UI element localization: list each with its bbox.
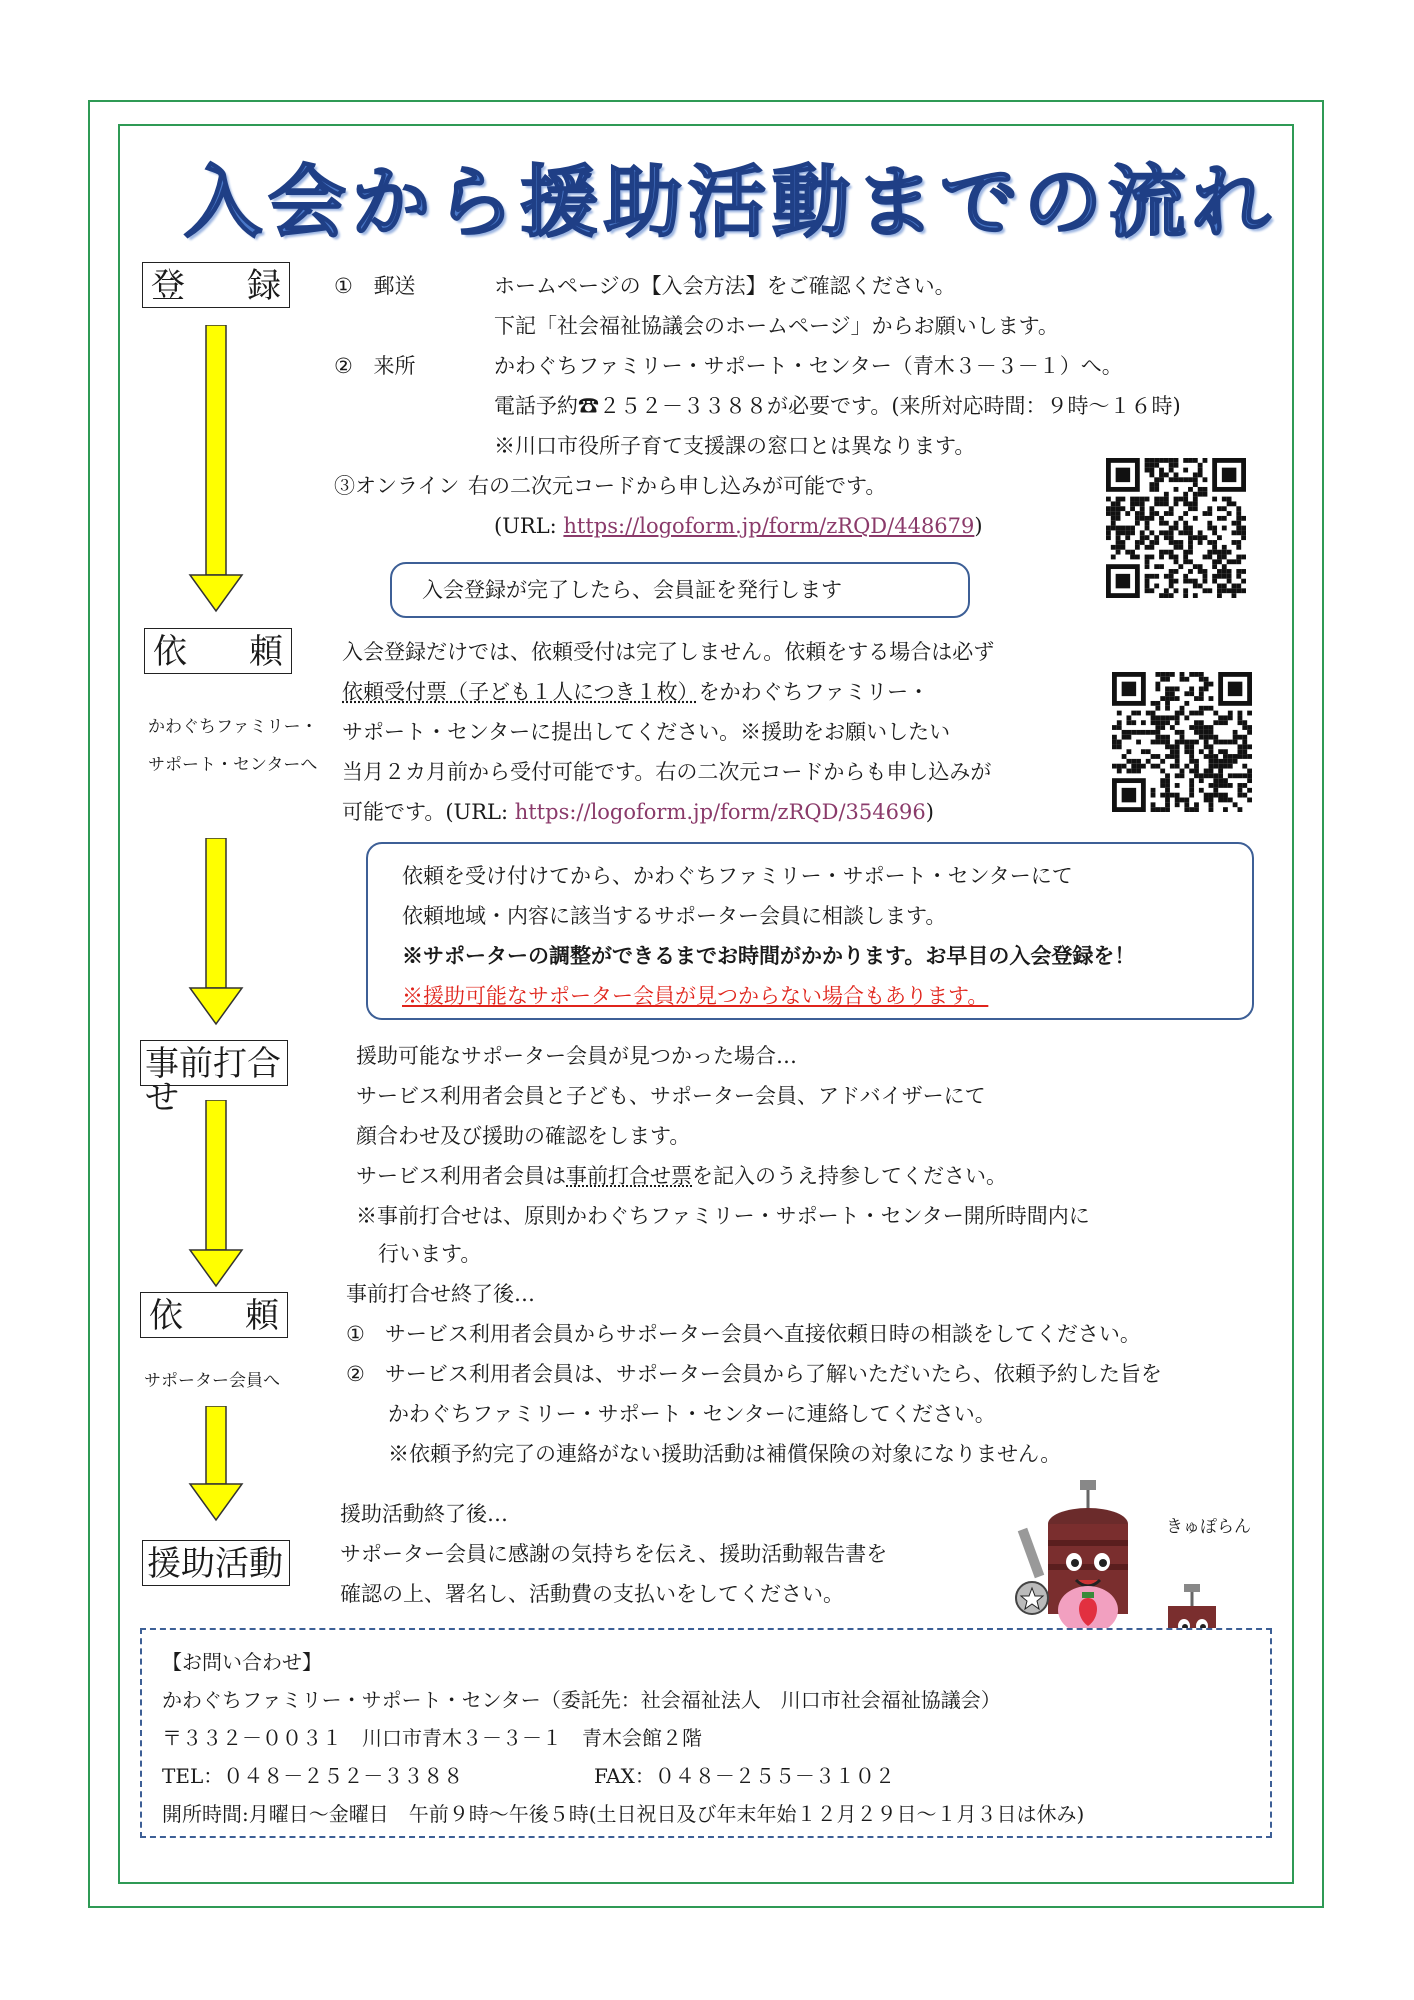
request-line4: 当月２カ月前から受付可能です。右の二次元コードからも申し込みが	[342, 760, 992, 784]
step-pre-meeting: 事前打合せ	[140, 1040, 288, 1086]
request2-item2-line2: かわぐちファミリー・サポート・センターに連絡してください。	[388, 1402, 996, 1426]
pre-meeting-line5: ※事前打合せは、原則かわぐちファミリー・サポート・センター開所時間内に	[356, 1204, 1090, 1228]
pre-meeting-line4: サービス利用者会員は事前打合せ票を記入のうえ持参してください。	[356, 1164, 1007, 1188]
registration-url-link[interactable]: https://logoform.jp/form/zRQD/448679	[563, 514, 975, 538]
step-registration: 登 録	[142, 262, 290, 308]
contact-tel: TEL：０４８－２５２－３３８８	[162, 1764, 464, 1788]
request2-line1: 事前打合せ終了後…	[346, 1282, 535, 1306]
online-line1: ③オンライン 右の二次元コードから申し込みが可能です。	[334, 474, 887, 498]
contact-address: 〒３３２－００３１ 川口市青木３－３－１ 青木会館２階	[162, 1726, 702, 1750]
online-url-line: (URL: https://logoform.jp/form/zRQD/448679)	[494, 514, 983, 538]
down-arrow-icon	[186, 1100, 246, 1290]
support-line1: 援助活動終了後…	[340, 1502, 508, 1526]
contact-hours: 開所時間:月曜日～金曜日 午前９時～午後５時(土日祝日及び年末年始１２月２９日～１月３日は休み)	[162, 1802, 1085, 1826]
support-line2: サポーター会員に感謝の気持ちを伝え、援助活動報告書を	[340, 1542, 888, 1566]
support-line3: 確認の上、署名し、活動費の支払いをしてください。	[340, 1582, 844, 1606]
visit-line3: ※川口市役所子育て支援課の窓口とは異なります。	[494, 434, 976, 458]
mascot-name: きゅぽらん	[1166, 1517, 1251, 1537]
down-arrow-icon	[186, 838, 246, 1028]
down-arrow-icon	[186, 325, 246, 615]
request-qr-code[interactable]	[1112, 672, 1252, 812]
contact-box	[140, 1628, 1272, 1838]
request2-item2: ② サービス利用者会員は、サポーター会員から了解いただいたら、依頼予約した旨を	[346, 1362, 1162, 1386]
step-request-supporter: 依 頼	[140, 1292, 288, 1338]
request-line2: 依頼受付票（子ども１人につき１枚）をかわぐちファミリー・	[342, 680, 930, 704]
request-line5: 可能です。(URL: https://logoform.jp/form/zRQD/354696)	[342, 800, 934, 824]
registration-qr-code[interactable]	[1106, 458, 1246, 598]
page-title: 入会から援助活動までの流れ	[183, 157, 1276, 248]
request-url-link[interactable]: https://logoform.jp/form/zRQD/354696	[514, 800, 926, 824]
visit-line1: ② 来所 かわぐちファミリー・サポート・センター（青木３－３－１）へ。	[334, 354, 1123, 378]
pre-meeting-line6: 行います。	[378, 1242, 482, 1266]
member-card-note-box: 入会登録が完了したら、会員証を発行します	[390, 562, 970, 618]
step-request-center-sub2: サポート・センターへ	[148, 755, 318, 775]
step-request-center: 依 頼	[144, 628, 292, 674]
step-request-center-sub1: かわぐちファミリー・	[148, 717, 318, 737]
pre-meeting-line3: 顔合わせ及び援助の確認をします。	[356, 1124, 691, 1148]
contact-heading: 【お問い合わせ】	[162, 1650, 322, 1674]
mail-line2: 下記「社会福祉協議会のホームページ」からお願いします。	[494, 314, 1059, 338]
mail-line1: ① 郵送 ホームページの【入会方法】をご確認ください。	[334, 274, 956, 298]
step-support-activity: 援助活動	[142, 1540, 290, 1586]
request-line1: 入会登録だけでは、依頼受付は完了しません。依頼をする場合は必ず	[342, 640, 995, 664]
contact-fax: FAX：０４８－２５５－３１０２	[594, 1764, 895, 1788]
visit-line2: 電話予約☎２５２－３３８８が必要です。(来所対応時間：９時～１６時)	[494, 394, 1181, 418]
pre-meeting-line2: サービス利用者会員と子ども、サポーター会員、アドバイザーにて	[356, 1084, 986, 1108]
down-arrow-icon	[186, 1406, 246, 1524]
step-request-supporter-sub: サポーター会員へ	[144, 1371, 280, 1391]
pre-meeting-line1: 援助可能なサポーター会員が見つかった場合…	[356, 1044, 797, 1068]
request2-item1: ① サービス利用者会員からサポーター会員へ直接依頼日時の相談をしてください。	[346, 1322, 1141, 1346]
contact-organization: かわぐちファミリー・サポート・センター（委託先：社会福祉法人 川口市社会福祉協議会）	[162, 1688, 1001, 1712]
request2-item2-line3: ※依頼予約完了の連絡がない援助活動は補償保険の対象になりません。	[388, 1442, 1062, 1466]
request-info-box: 依頼を受け付けてから、かわぐちファミリー・サポート・センターにて 依頼地域・内容に該当するサポーター会員に相談します。 ※サポーターの調整ができるまでお時間がかかります。お早目の入会登録を！ ※援助可能なサポーター会員が見つからない場合もあります。	[366, 842, 1254, 1020]
request-line3: サポート・センターに提出してください。※援助をお願いしたい	[342, 720, 951, 744]
